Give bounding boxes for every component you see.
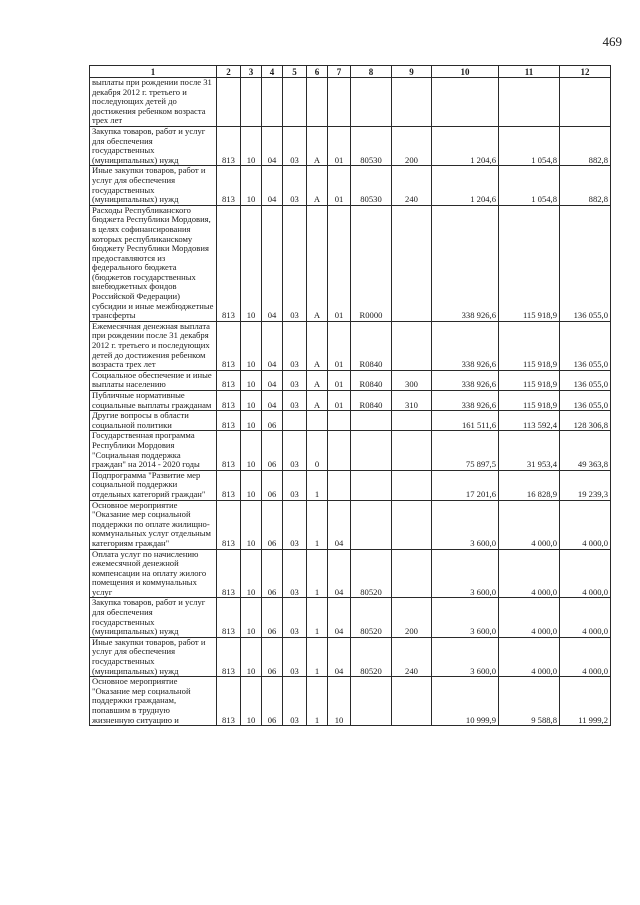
cell-c4: 06: [262, 598, 283, 637]
cell-c4: 06: [262, 637, 283, 676]
row-name: Подпрограмма "Развитие мер социальной поддержки отдельных категорий граждан": [90, 470, 217, 500]
cell-c9: 200: [392, 598, 432, 637]
cell-c8: 80520: [351, 637, 392, 676]
row-name: Иные закупки товаров, работ и услуг для обеспечения государственных (муниципальных) нужд: [90, 637, 217, 676]
cell-c10: 161 511,6: [432, 411, 499, 431]
col-header: 2: [217, 66, 241, 78]
cell-c11: 9 588,8: [499, 677, 560, 726]
cell-c5: 03: [283, 166, 307, 205]
cell-c5: [283, 411, 307, 431]
cell-c10: 3 600,0: [432, 598, 499, 637]
cell-c4: 06: [262, 470, 283, 500]
row-name: выплаты при рождении после 31 декабря 2012 г. третьего и последующих детей до достижения ребенком возраста трех лет: [90, 78, 217, 127]
cell-c10: 338 926,6: [432, 370, 499, 390]
col-header: 12: [560, 66, 611, 78]
cell-c5: 03: [283, 205, 307, 321]
header-row: [90, 66, 611, 78]
cell-c11: 115 918,9: [499, 370, 560, 390]
cell-c5: 03: [283, 677, 307, 726]
cell-c3: 10: [241, 431, 262, 470]
cell-c2: 813: [217, 126, 241, 165]
table-row: [90, 205, 611, 321]
cell-c2: 813: [217, 431, 241, 470]
col-header: 6: [307, 66, 328, 78]
table-row: [90, 677, 611, 726]
cell-c9: [392, 677, 432, 726]
cell-c9: 310: [392, 391, 432, 411]
cell-c11: 1 054,8: [499, 166, 560, 205]
row-name: Другие вопросы в области социальной политики: [90, 411, 217, 431]
cell-c4: 04: [262, 391, 283, 411]
cell-c5: 03: [283, 370, 307, 390]
cell-c3: 10: [241, 166, 262, 205]
cell-c7: 04: [328, 500, 351, 549]
cell-c8: R0000: [351, 205, 392, 321]
cell-c8: [351, 470, 392, 500]
cell-c8: [351, 677, 392, 726]
col-header: 5: [283, 66, 307, 78]
cell-c4: 04: [262, 126, 283, 165]
cell-c2: 813: [217, 166, 241, 205]
budget-table: [89, 65, 611, 726]
cell-c10: 3 600,0: [432, 500, 499, 549]
cell-c10: 75 897,5: [432, 431, 499, 470]
cell-c7: [328, 411, 351, 431]
cell-c9: 200: [392, 126, 432, 165]
table-row: [90, 391, 611, 411]
cell-c9: [392, 500, 432, 549]
cell-c6: 1: [307, 637, 328, 676]
cell-c8: R0840: [351, 321, 392, 370]
cell-c10: [432, 78, 499, 127]
cell-c9: 240: [392, 637, 432, 676]
cell-c11: 4 000,0: [499, 500, 560, 549]
cell-c5: 03: [283, 126, 307, 165]
cell-c6: А: [307, 126, 328, 165]
cell-c7: [328, 470, 351, 500]
cell-c7: [328, 78, 351, 127]
cell-c4: 06: [262, 431, 283, 470]
cell-c7: 01: [328, 391, 351, 411]
cell-c3: 10: [241, 411, 262, 431]
cell-c11: 115 918,9: [499, 391, 560, 411]
table-row: [90, 500, 611, 549]
cell-c7: 04: [328, 637, 351, 676]
cell-c12: 49 363,8: [560, 431, 611, 470]
table-row: [90, 126, 611, 165]
table-row: [90, 470, 611, 500]
cell-c6: 1: [307, 500, 328, 549]
cell-c2: 813: [217, 549, 241, 598]
cell-c10: 338 926,6: [432, 205, 499, 321]
cell-c10: 3 600,0: [432, 549, 499, 598]
table-row: [90, 598, 611, 637]
row-name: Расходы Республиканского бюджета Республики Мордовия, в целях софинансирования которых республиканскому бюджету Республики Мордовия предоставляются из федерального бюджета (бюджетов государственных внебюджетных фондов Российской Федерации) субсидии и иные межбюджетные трансферты: [90, 205, 217, 321]
cell-c10: 3 600,0: [432, 637, 499, 676]
row-name: Основное мероприятие "Оказание мер социальной поддержки гражданам, попавшим в трудную жизненную ситуацию и: [90, 677, 217, 726]
cell-c8: [351, 411, 392, 431]
cell-c8: [351, 78, 392, 127]
col-header: 11: [499, 66, 560, 78]
cell-c12: [560, 78, 611, 127]
cell-c2: 813: [217, 677, 241, 726]
cell-c6: 1: [307, 598, 328, 637]
cell-c6: А: [307, 391, 328, 411]
cell-c4: 04: [262, 321, 283, 370]
cell-c3: 10: [241, 126, 262, 165]
cell-c11: 1 054,8: [499, 126, 560, 165]
cell-c11: [499, 78, 560, 127]
cell-c6: [307, 411, 328, 431]
cell-c7: 01: [328, 205, 351, 321]
row-name: Закупка товаров, работ и услуг для обеспечения государственных (муниципальных) нужд: [90, 126, 217, 165]
cell-c4: 04: [262, 370, 283, 390]
cell-c5: 03: [283, 637, 307, 676]
row-name: Закупка товаров, работ и услуг для обеспечения государственных (муниципальных) нужд: [90, 598, 217, 637]
page-number: 469: [602, 34, 622, 49]
cell-c7: 10: [328, 677, 351, 726]
col-header: 10: [432, 66, 499, 78]
cell-c2: 813: [217, 598, 241, 637]
cell-c11: 4 000,0: [499, 549, 560, 598]
row-name: Иные закупки товаров, работ и услуг для обеспечения государственных (муниципальных) нужд: [90, 166, 217, 205]
cell-c5: 03: [283, 321, 307, 370]
cell-c2: 813: [217, 411, 241, 431]
cell-c12: 136 055,0: [560, 391, 611, 411]
cell-c10: 338 926,6: [432, 391, 499, 411]
cell-c6: А: [307, 205, 328, 321]
row-name: Оплата услуг по начислению ежемесячной денежной компенсации на оплату жилого помещения и коммунальных услуг: [90, 549, 217, 598]
cell-c3: 10: [241, 321, 262, 370]
cell-c10: 17 201,6: [432, 470, 499, 500]
cell-c3: 10: [241, 470, 262, 500]
cell-c6: [307, 78, 328, 127]
cell-c4: 06: [262, 500, 283, 549]
cell-c8: 80520: [351, 598, 392, 637]
cell-c12: 136 055,0: [560, 205, 611, 321]
cell-c2: 813: [217, 470, 241, 500]
cell-c8: [351, 431, 392, 470]
cell-c11: 31 953,4: [499, 431, 560, 470]
col-header: 4: [262, 66, 283, 78]
cell-c12: 4 000,0: [560, 637, 611, 676]
cell-c4: 04: [262, 166, 283, 205]
cell-c3: 10: [241, 677, 262, 726]
cell-c2: 813: [217, 370, 241, 390]
row-name: Государственная программа Республики Мордовия "Социальная поддержка граждан" на 2014 - 2020 годы: [90, 431, 217, 470]
cell-c2: 813: [217, 500, 241, 549]
cell-c5: 03: [283, 431, 307, 470]
cell-c4: [262, 78, 283, 127]
table-row: [90, 549, 611, 598]
cell-c6: 0: [307, 431, 328, 470]
cell-c5: 03: [283, 598, 307, 637]
table-row: [90, 321, 611, 370]
cell-c6: А: [307, 370, 328, 390]
cell-c3: [241, 78, 262, 127]
cell-c11: 16 828,9: [499, 470, 560, 500]
cell-c11: 4 000,0: [499, 637, 560, 676]
cell-c8: R0840: [351, 391, 392, 411]
cell-c7: 01: [328, 166, 351, 205]
cell-c2: 813: [217, 637, 241, 676]
cell-c6: 1: [307, 677, 328, 726]
cell-c9: [392, 411, 432, 431]
cell-c4: 06: [262, 411, 283, 431]
cell-c9: [392, 321, 432, 370]
row-name: Публичные нормативные социальные выплаты гражданам: [90, 391, 217, 411]
cell-c6: 1: [307, 470, 328, 500]
cell-c4: 06: [262, 549, 283, 598]
cell-c5: 03: [283, 500, 307, 549]
cell-c7: 04: [328, 598, 351, 637]
cell-c12: 136 055,0: [560, 321, 611, 370]
cell-c3: 10: [241, 549, 262, 598]
cell-c6: А: [307, 321, 328, 370]
cell-c3: 10: [241, 370, 262, 390]
cell-c3: 10: [241, 500, 262, 549]
cell-c3: 10: [241, 391, 262, 411]
cell-c11: 4 000,0: [499, 598, 560, 637]
col-header: 1: [90, 66, 217, 78]
cell-c11: 113 592,4: [499, 411, 560, 431]
table-row: [90, 166, 611, 205]
cell-c10: 338 926,6: [432, 321, 499, 370]
table-row: [90, 637, 611, 676]
table-row: [90, 78, 611, 127]
col-header: 7: [328, 66, 351, 78]
cell-c5: [283, 78, 307, 127]
cell-c3: 10: [241, 598, 262, 637]
cell-c6: 1: [307, 549, 328, 598]
cell-c12: 4 000,0: [560, 598, 611, 637]
cell-c2: 813: [217, 391, 241, 411]
cell-c2: [217, 78, 241, 127]
row-name: Социальное обеспечение и иные выплаты населению: [90, 370, 217, 390]
cell-c12: 11 999,2: [560, 677, 611, 726]
cell-c12: 128 306,8: [560, 411, 611, 431]
col-header: 3: [241, 66, 262, 78]
cell-c3: 10: [241, 637, 262, 676]
row-name: Ежемесячная денежная выплата при рождении после 31 декабря 2012 г. третьего и последующих детей до достижения ребенком возраста трех лет: [90, 321, 217, 370]
cell-c7: 04: [328, 549, 351, 598]
table-row: [90, 431, 611, 470]
cell-c10: 1 204,6: [432, 126, 499, 165]
cell-c8: 80530: [351, 166, 392, 205]
cell-c9: [392, 78, 432, 127]
cell-c2: 813: [217, 205, 241, 321]
cell-c11: 115 918,9: [499, 205, 560, 321]
cell-c12: 136 055,0: [560, 370, 611, 390]
cell-c8: 80520: [351, 549, 392, 598]
cell-c12: 19 239,3: [560, 470, 611, 500]
cell-c12: 4 000,0: [560, 500, 611, 549]
cell-c7: 01: [328, 321, 351, 370]
cell-c9: 240: [392, 166, 432, 205]
cell-c4: 06: [262, 677, 283, 726]
col-header: 9: [392, 66, 432, 78]
cell-c4: 04: [262, 205, 283, 321]
cell-c10: 10 999,9: [432, 677, 499, 726]
cell-c9: [392, 205, 432, 321]
cell-c5: 03: [283, 391, 307, 411]
cell-c8: R0840: [351, 370, 392, 390]
cell-c7: 01: [328, 370, 351, 390]
table-row: [90, 370, 611, 390]
cell-c12: 882,8: [560, 166, 611, 205]
cell-c9: [392, 549, 432, 598]
cell-c8: 80530: [351, 126, 392, 165]
col-header: 8: [351, 66, 392, 78]
cell-c6: А: [307, 166, 328, 205]
cell-c3: 10: [241, 205, 262, 321]
cell-c5: 03: [283, 470, 307, 500]
cell-c5: 03: [283, 549, 307, 598]
cell-c9: 300: [392, 370, 432, 390]
cell-c10: 1 204,6: [432, 166, 499, 205]
cell-c11: 115 918,9: [499, 321, 560, 370]
cell-c7: 01: [328, 126, 351, 165]
cell-c12: 4 000,0: [560, 549, 611, 598]
cell-c12: 882,8: [560, 126, 611, 165]
cell-c9: [392, 470, 432, 500]
row-name: Основное мероприятие "Оказание мер социальной поддержки по оплате жилищно-коммунальных услуг отдельным категориям граждан": [90, 500, 217, 549]
cell-c2: 813: [217, 321, 241, 370]
cell-c7: [328, 431, 351, 470]
cell-c9: [392, 431, 432, 470]
cell-c8: [351, 500, 392, 549]
table-row: [90, 411, 611, 431]
